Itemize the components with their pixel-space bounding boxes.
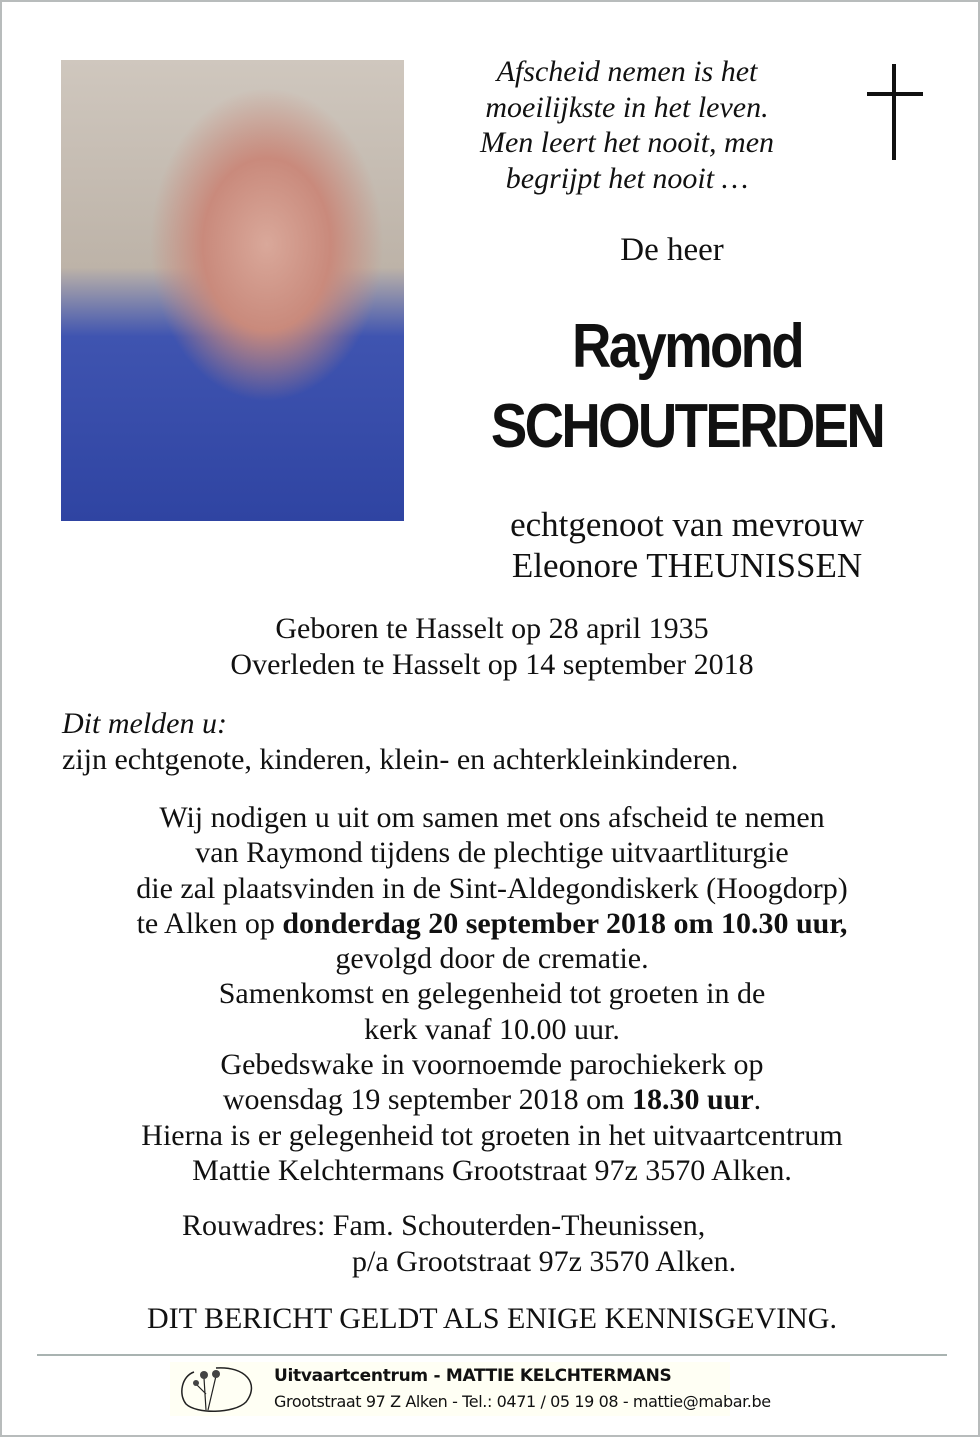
body-line: te Alken op donderdag 20 september 2018 om 10.30 uur, [136,906,848,940]
announcement [62,706,942,778]
quote-line: moeilijkste in het leven. [485,90,769,124]
funeral-date: donderdag 20 september 2018 om 10.30 uur, [282,906,848,940]
died-line: Overleden te Hasselt op 14 september 2018 [230,648,754,681]
notice: DIT BERICHT GELDT ALS ENIGE KENNISGEVING. [147,1302,837,1335]
address-line: p/a Grootstraat 97z 3570 Alken. [352,1245,737,1278]
announce-label: Dit melden u: [62,707,227,740]
body-line: die zal plaatsvinden in de Sint-Aldegondiskerk (Hoogdorp) [136,871,848,905]
address-line: Rouwadres: Fam. Schouterden-Theunissen, [182,1209,706,1242]
body-line: Gebedswake in voornoemde parochiekerk op [220,1048,764,1082]
wake-time: 18.30 uur [631,1083,754,1117]
honorific: De heer [620,232,724,268]
cross-icon [867,64,923,160]
body-line: Wij nodigen u uit om samen met ons afscheid te nemen [159,801,825,834]
quote-line: Afscheid nemen is het [496,55,758,88]
quote-line: begrijpt het nooit … [505,161,749,195]
body-line: gevolgd door de crematie. [335,942,649,976]
body-line: kerk vanaf 10.00 uur. [364,1012,620,1046]
ceremony-text [42,800,942,1188]
quote [442,54,812,196]
flower-logo-icon [176,1364,254,1414]
funeral-home-contact: Grootstraat 97 Z Alken - Tel.: 0471 / 05 19 08 - mattie@mabar.be [274,1392,771,1411]
portrait-photo [61,60,404,521]
spouse [422,504,952,586]
funeral-home-name: Uitvaartcentrum - MATTIE KELCHTERMANS [274,1366,672,1386]
funeral-home-footer [170,1362,771,1416]
first-name: Raymond [571,312,803,381]
spouse-line: Eleonore THEUNISSEN [511,546,863,585]
last-name: SCHOUTERDEN [490,392,884,461]
body-line: Hierna is er gelegenheid tot groeten in het uitvaartcentrum [141,1118,843,1152]
body-line: woensdag 19 september 2018 om 18.30 uur. [222,1083,762,1117]
mourning-address [182,1208,882,1280]
deceased-name [471,307,902,467]
born-line: Geboren te Hasselt op 28 april 1935 [275,612,709,645]
divider [37,1354,947,1356]
quote-line: Men leert het nooit, men [479,126,775,159]
life-dates [62,611,922,683]
spouse-line: echtgenoot van mevrouw [510,505,864,544]
announce-text: zijn echtgenote, kinderen, klein- en achterkleinkinderen. [62,743,739,776]
body-line: van Raymond tijdens de plechtige uitvaartliturgie [195,836,789,870]
body-line: Samenkomst en gelegenheid tot groeten in de [218,977,766,1011]
body-line: Mattie Kelchtermans Grootstraat 97z 3570 Alken. [192,1153,792,1187]
